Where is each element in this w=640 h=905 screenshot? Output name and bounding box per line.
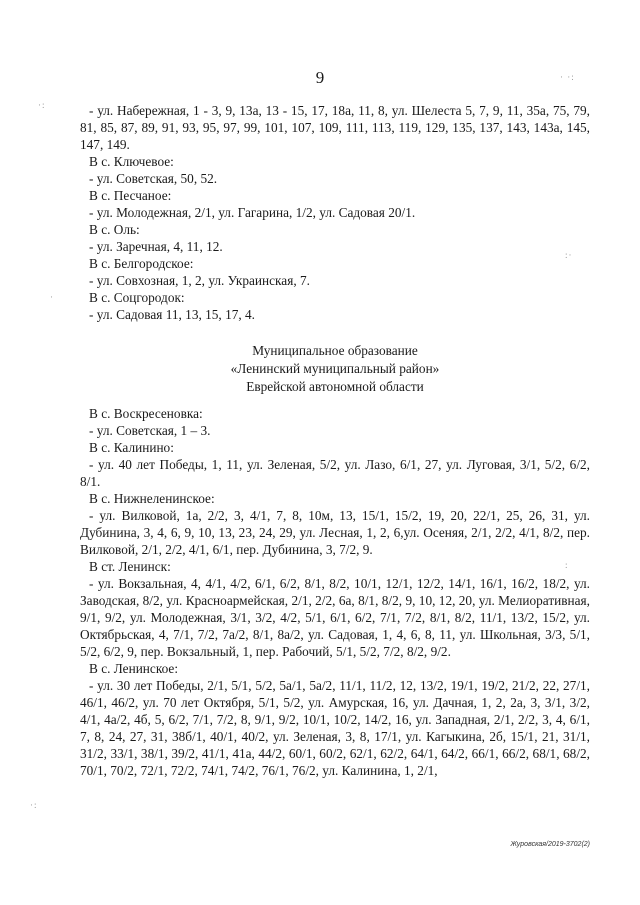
bottom-paragraph: - ул. 40 лет Победы, 1, 11, ул. Зеленая, 5/2, ул. Лазо, 6/1, 27, ул. Луговая, 3/1, 5/2, 6/2, 8/1. — [80, 457, 590, 489]
top-paragraph: - ул. Садовая 11, 13, 15, 17, 4. — [89, 307, 255, 322]
document-reference: Журовская/2019-3702(2) — [510, 841, 590, 848]
address-list-top — [80, 102, 590, 323]
bottom-paragraph: В ст. Ленинск: — [89, 559, 171, 574]
page-number: 9 — [315, 68, 325, 87]
top-paragraph: В с. Ключевое: — [89, 154, 174, 169]
bottom-paragraph: - ул. Вилковой, 1а, 2/2, 3, 4/1, 7, 8, 10м, 13, 15/1, 15/2, 19, 20, 22/1, 25, 26, 31, ул. Дубинина, 3, 4, 6, 9, 10, 13, 23, 24, 29, ул. Лесная, 1, 2, 6,ул. Осеняя, 2/1, 2/2, 4/1, 8/2, пер. Вилковой, 2/1, 2/2, 4/1, 6/1, пер. Дубинина, 3, 7/2, 9. — [80, 508, 590, 557]
bottom-paragraph: - ул. Советская, 1 – 3. — [89, 423, 211, 438]
scan-speck: · ·: — [560, 72, 575, 82]
top-paragraph: В с. Оль: — [89, 222, 140, 237]
scan-speck: · — [50, 292, 54, 302]
top-paragraph: - ул. Совхозная, 1, 2, ул. Украинская, 7. — [89, 273, 310, 288]
bottom-paragraph: - ул. 30 лет Победы, 2/1, 5/1, 5/2, 5а/1, 5а/2, 11/1, 11/2, 12, 13/2, 19/1, 19/2, 21/2, 22, 27/1, 46/1, 46/2, ул. 70 лет Октября, 5/1, 5/2, ул. Амурская, 16, ул. Дачная, 1, 2, 2а, 3, 3/1, 3/2, 4/1, 4а/2, 4б, 5, 6/2, 7/1, 7/2, 8, 9/1, 9/2, 10/1, 10/2, 14/2, 16, ул. Западная, 2/1, 2/2, 3, 4, 6/1, 7, 8, 24, 27, 31, 38б/1, 40/1, 40/2, ул. Зеленая, 3, 8, 17/1, ул. Кагыкина, 2б, 15/1, 21, 31/1, 31/2, 33/1, 38/1, 39/2, 41/1, 41а, 44/2, 60/1, 60/2, 62/1, 62/2, 64/1, 64/2, 66/1, 66/2, 68/1, 68/2, 70/1, 70/2, 72/1, 72/2, 74/1, 74/2, 76/1, 76/2, ул. Калинина, 1, 2/1, — [80, 678, 590, 778]
top-paragraph: В с. Песчаное: — [89, 188, 172, 203]
heading-line-3: Еврейской автономной области — [246, 379, 424, 394]
bottom-paragraph: В с. Воскресеновка: — [89, 406, 203, 421]
top-paragraph: - ул. Заречная, 4, 11, 12. — [89, 239, 223, 254]
top-paragraph: В с. Соцгородок: — [89, 290, 185, 305]
bottom-paragraph: - ул. Вокзальная, 4, 4/1, 4/2, 6/1, 6/2, 8/1, 8/2, 10/1, 12/1, 12/2, 14/1, 16/1, 16/2, 18/2, ул. Заводская, 8/2, ул. Красноармейская, 2/1, 2/2, 6а, 8/1, 8/2, 9, 10, 12, 20, ул. Мелиоративная, 9/1, 9/2, ул. Молодежная, 3/1, 3/2, 4/2, 5/1, 6/1, 6/2, 7/1, 7/2, 8/1, 8/2, 11/1, 13/2, 15/2, ул. Октябрьская, 4, 7/1, 7/2, 7а/2, 8/1, 8а/2, ул. Садовая, 1, 4, 6, 8, 11, ул. Школьная, 3/3, 5/1, 5/2, 6/2, 9, пер. Вокзальный, 1, пер. Рабочий, 5/1, 5/2, 7/2, 8/2, 9/2. — [80, 576, 590, 659]
top-paragraph: - ул. Советская, 50, 52. — [89, 171, 218, 186]
bottom-paragraph: В с. Калинино: — [89, 440, 174, 455]
bottom-paragraph: В с. Нижнеленинское: — [89, 491, 215, 506]
top-paragraph: В с. Белгородское: — [89, 256, 194, 271]
municipality-heading — [80, 342, 590, 396]
top-paragraph: - ул. Молодежная, 2/1, ул. Гагарина, 1/2, ул. Садовая 20/1. — [89, 205, 416, 220]
scan-speck: ·: — [30, 800, 38, 810]
scan-speck: ·: — [38, 100, 46, 110]
top-paragraph: - ул. Набережная, 1 - 3, 9, 13а, 13 - 15, 17, 18а, 11, 8, ул. Шелеста 5, 7, 9, 11, 35а, 75, 79, 81, 85, 87, 89, 91, 93, 95, 97, 99, 101, 107, 109, 111, 113, 119, 129, 135, 137, 143, 143а, 145, 147, 149. — [80, 103, 590, 152]
scan-speck: : — [565, 560, 569, 570]
address-list-bottom — [80, 405, 590, 779]
heading-line-1: Муниципальное образование — [252, 343, 418, 358]
scan-speck: :· — [565, 250, 573, 260]
heading-line-2: «Ленинский муниципальный район» — [230, 361, 440, 376]
bottom-paragraph: В с. Ленинское: — [89, 661, 179, 676]
